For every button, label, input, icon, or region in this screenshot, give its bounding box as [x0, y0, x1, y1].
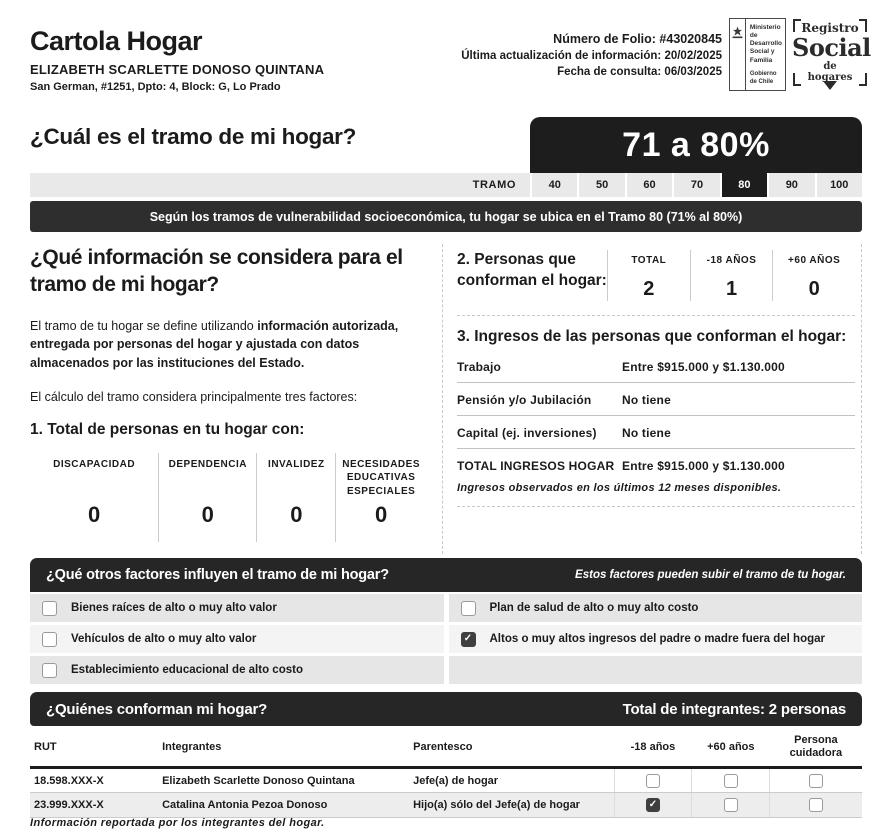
stat-necesidades-label: NECESIDADES EDUCATIVAS ESPECIALES	[342, 458, 420, 497]
factor-vehiculos	[30, 625, 444, 653]
info-heading: ¿Qué información se considera para el tramo de mi hogar?	[30, 246, 403, 297]
table-footnote: Información reportada por los integrantes del hogar.	[30, 817, 325, 829]
table-header-row	[30, 729, 862, 768]
stat-dependencia-value: 0	[201, 501, 214, 527]
factores-header-bar	[30, 558, 862, 592]
personas-over60-label: +60 AÑOS	[788, 255, 841, 266]
personas-over60	[772, 250, 855, 301]
factor1-stats	[30, 453, 426, 542]
stat-necesidades-educativas	[335, 453, 426, 542]
factor-plan-salud-checkbox[interactable]	[461, 601, 476, 616]
ministry-logo	[729, 18, 786, 91]
factor-vehiculos-label: Vehículos de alto o muy alto valor	[71, 633, 257, 645]
ingresos-total-value: Entre $915.000 y $1.130.000	[622, 459, 785, 473]
tramo-scale-cells	[530, 173, 862, 197]
ingresos-total-label: TOTAL INGRESOS HOGAR	[457, 459, 615, 473]
ingresos-row-pension	[457, 383, 855, 416]
tramo-message-banner: Según los tramos de vulnerabilidad socioeconómica, tu hogar se ubica en el Tramo 80 (71% al 80%)	[30, 201, 862, 232]
ingresos-row-capital	[457, 416, 855, 449]
dashed-divider	[457, 315, 855, 316]
tramo-cell-60: 60	[625, 173, 672, 197]
registro-social-logo	[792, 18, 871, 88]
integrantes-total: Total de integrantes: 2 personas	[622, 700, 846, 718]
personas-total-value: 2	[643, 278, 655, 300]
stat-invalidez-value: 0	[290, 501, 303, 527]
gobierno-de-chile-label: Gobierno de Chile	[749, 71, 777, 85]
integrantes-heading: ¿Quiénes conforman mi hogar?	[46, 700, 268, 718]
factores-grid	[30, 594, 862, 684]
factor-altos-ingresos	[449, 625, 863, 653]
personas-over60-value: 0	[808, 278, 820, 300]
table-row-elizabeth	[30, 768, 862, 793]
holder-address: San German, #1251, Dpto: 4, Block: G, Lo Prado	[30, 81, 281, 93]
ingresos-capital-label: Capital (ej. inversiones)	[457, 426, 597, 440]
row1-rut: 18.598.XXX-X	[30, 768, 158, 793]
factor1-heading: 1. Total de personas en tu hogar con:	[30, 420, 305, 438]
ingresos-trabajo-value: Entre $915.000 y $1.130.000	[622, 360, 785, 374]
info-section	[30, 244, 442, 554]
consult-date: Fecha de consulta: 06/03/2025	[557, 66, 722, 78]
personas-total-label: TOTAL	[631, 255, 667, 266]
column-rut: RUT	[30, 729, 158, 768]
factor-altos-ingresos-checkbox[interactable]	[461, 632, 476, 647]
rsh-logo-middle: Social	[792, 33, 871, 62]
factor-altos-ingresos-label: Altos o muy altos ingresos del padre o madre fuera del hogar	[489, 633, 825, 645]
rsh-logo-speech-tail	[823, 81, 837, 97]
tramo-question: ¿Cuál es el tramo de mi hogar?	[30, 124, 357, 149]
row1-under18-checkbox[interactable]	[646, 774, 660, 788]
row2-name: Catalina Antonia Pezoa Donoso	[158, 793, 409, 818]
tramo-cell-80-selected: 80	[720, 173, 767, 197]
stat-dependencia-label: DEPENDENCIA	[168, 458, 247, 470]
ingresos-pension-value: No tiene	[622, 393, 671, 407]
row1-over60-checkbox[interactable]	[724, 774, 738, 788]
factor-bienes-raices	[30, 594, 444, 622]
factor-plan-salud	[449, 594, 863, 622]
personas-under18	[690, 250, 773, 301]
column-under18: -18 años	[614, 729, 692, 768]
ministry-logo-text	[746, 19, 785, 90]
factor-bienes-raices-checkbox[interactable]	[42, 601, 57, 616]
stat-discapacidad	[30, 453, 158, 542]
rsh-logo-top: Registro	[792, 18, 868, 35]
stat-necesidades-value: 0	[375, 501, 388, 527]
integrantes-table	[30, 729, 862, 818]
row1-name: Elizabeth Scarlette Donoso Quintana	[158, 768, 409, 793]
factor-establecimiento-label: Establecimiento educacional de alto costo	[71, 664, 303, 676]
stat-discapacidad-value: 0	[87, 501, 101, 527]
info-paragraph-1-normal: El tramo de tu hogar se define utilizando	[30, 318, 258, 333]
info-paragraph-1-bold: información autorizada, entregada por personas del hogar y ajustada con datos almacenados por las instituciones del Estado.	[30, 318, 399, 371]
ingresos-row-trabajo	[457, 350, 855, 383]
ingresos-heading: 3. Ingresos de las personas que conforman el hogar:	[457, 328, 847, 345]
personas-section	[457, 244, 855, 315]
last-update-date: Última actualización de información: 20/02/2025	[461, 50, 722, 62]
personas-total	[607, 250, 690, 301]
ingresos-trabajo-label: Trabajo	[457, 360, 502, 374]
right-column	[442, 244, 862, 554]
ministry-name: Ministerio de Desarrollo Social y Familia	[749, 24, 783, 64]
page-title: Cartola Hogar	[30, 26, 203, 56]
personas-under18-label: -18 AÑOS	[706, 255, 757, 266]
personas-heading: 2. Personas que conforman el hogar:	[457, 251, 607, 289]
tramo-scale-label: TRAMO	[472, 179, 516, 191]
column-persona-cuidadora: Persona cuidadora	[770, 729, 862, 768]
stat-invalidez-label: INVALIDEZ	[268, 458, 325, 470]
factores-section	[30, 558, 862, 684]
stat-invalidez	[256, 453, 335, 542]
ingresos-section	[457, 328, 855, 507]
integrantes-header-bar	[30, 692, 862, 726]
row2-under18-checkbox[interactable]	[646, 798, 660, 812]
factor-establecimiento	[30, 656, 444, 684]
tramo-cell-70: 70	[672, 173, 719, 197]
ingresos-capital-value: No tiene	[622, 426, 671, 440]
row2-parentesco: Hijo(a) sólo del Jefe(a) de hogar	[409, 793, 614, 818]
column-parentesco: Parentesco	[409, 729, 614, 768]
integrantes-section	[30, 692, 862, 818]
rsh-logo-bottom: de hogares	[792, 60, 868, 87]
row1-cuidadora-checkbox[interactable]	[809, 774, 823, 788]
column-over60: +60 años	[692, 729, 770, 768]
tramo-cell-90: 90	[767, 173, 814, 197]
ingresos-total-row	[457, 449, 855, 478]
factor-plan-salud-label: Plan de salud de alto o muy alto costo	[489, 602, 699, 614]
stat-discapacidad-label: DISCAPACIDAD	[53, 458, 136, 470]
table-row-catalina	[30, 793, 862, 818]
factor-vehiculos-checkbox[interactable]	[42, 632, 57, 647]
tramo-scale	[30, 173, 862, 197]
row1-parentesco: Jefe(a) de hogar	[409, 768, 614, 793]
info-columns	[30, 244, 862, 554]
ingresos-pension-label: Pensión y/o Jubilación	[457, 393, 592, 407]
document-meta	[461, 32, 722, 78]
info-paragraph-2: El cálculo del tramo considera principalmente tres factores:	[30, 389, 358, 404]
chile-coat-of-arms-icon	[730, 19, 746, 90]
holder-name: ELIZABETH SCARLETTE DONOSO QUINTANA	[30, 62, 325, 77]
factor-bienes-raices-label: Bienes raíces de alto o muy alto valor	[71, 602, 277, 614]
factor-establecimiento-checkbox[interactable]	[42, 663, 57, 678]
folio-number: Número de Folio: #43020845	[553, 32, 722, 46]
stat-dependencia	[158, 453, 256, 542]
tramo-cell-50: 50	[577, 173, 624, 197]
factores-heading: ¿Qué otros factores influyen el tramo de mi hogar?	[46, 567, 389, 583]
header-brand	[30, 26, 324, 93]
tramo-cell-40: 40	[530, 173, 577, 197]
ingresos-note: Ingresos observados en los últimos 12 meses disponibles.	[457, 478, 855, 507]
column-integrantes: Integrantes	[158, 729, 409, 768]
tramo-cell-100: 100	[815, 173, 862, 197]
row2-cuidadora-checkbox[interactable]	[809, 798, 823, 812]
personas-under18-value: 1	[725, 278, 738, 300]
factor-empty-cell	[449, 656, 863, 684]
tramo-range-badge: 71 a 80%	[530, 117, 862, 173]
row2-over60-checkbox[interactable]	[724, 798, 738, 812]
factores-note: Estos factores pueden subir el tramo de tu hogar.	[575, 569, 846, 581]
info-paragraph-1	[30, 317, 426, 373]
row2-rut: 23.999.XXX-X	[30, 793, 158, 818]
